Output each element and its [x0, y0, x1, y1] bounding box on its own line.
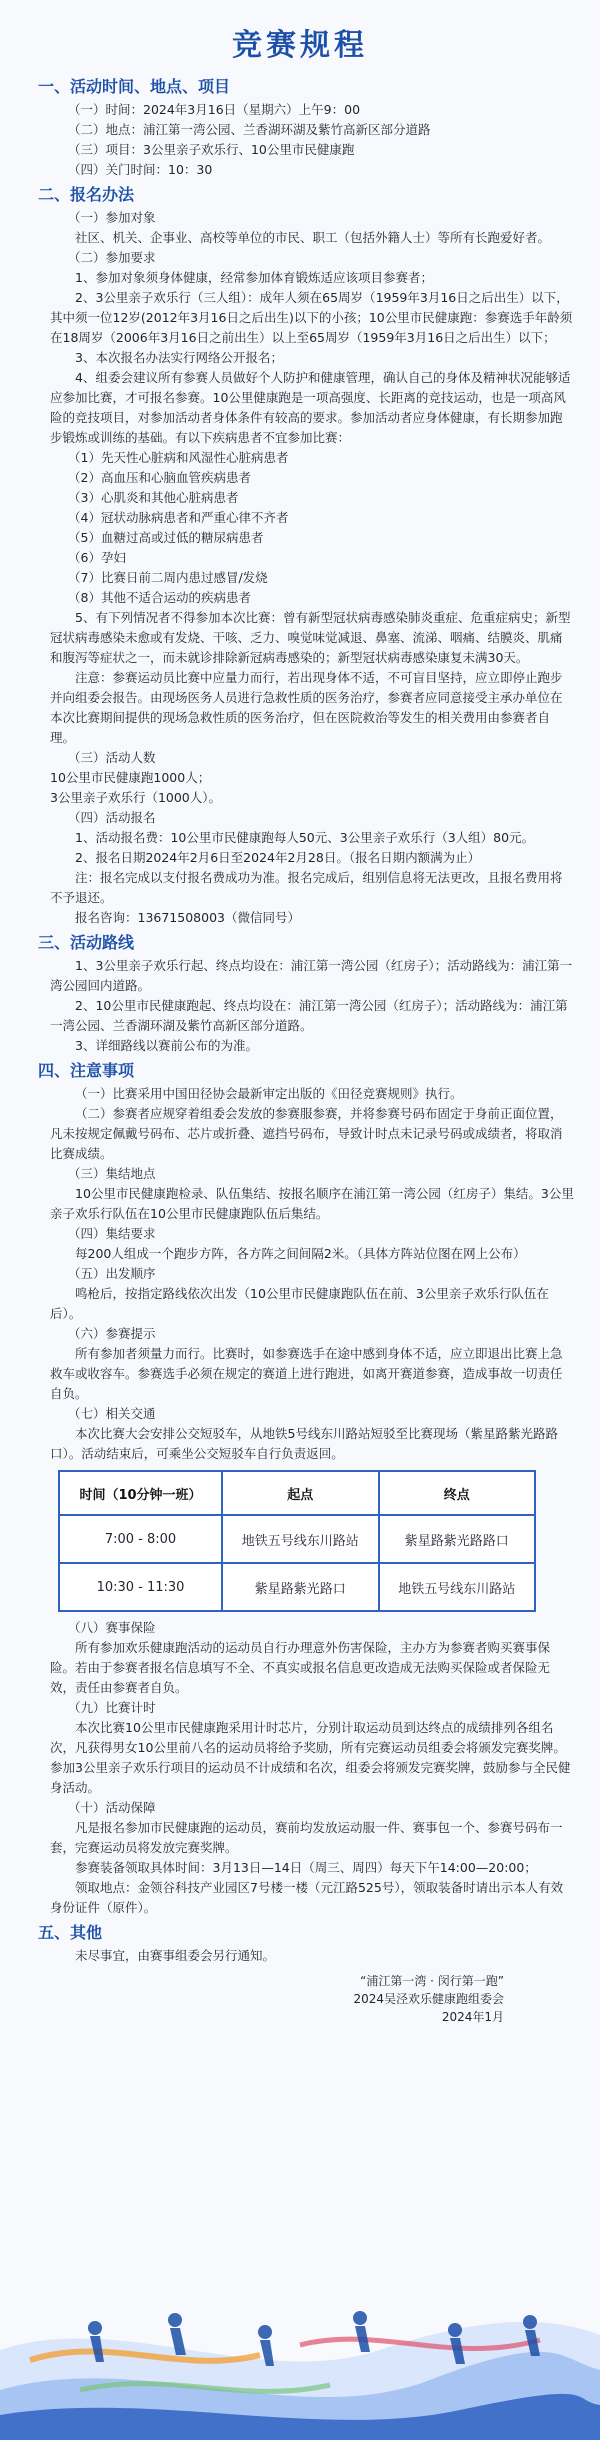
table-cell: 紫星路紫光路路口 — [379, 1515, 536, 1563]
table-row — [59, 1515, 535, 1563]
rule-paragraph: 5、有下列情况者不得参加本次比赛：曾有新型冠状病毒感染肺炎重症、危重症病史；新型冠状病毒感染未愈或有发烧、干咳、乏力、嗅觉味觉减退、鼻塞、流涕、咽痛、结膜炎、肌痛和腹泻等症状之一，而未就诊排除新冠病毒感染的；新型冠状病毒感染康复未满30天。 — [50, 610, 571, 665]
table-row — [59, 1563, 535, 1611]
rule-line: （一）时间：2024年3月16日（星期六）上午9：00 — [68, 102, 361, 117]
table-cell: 7:00 - 8:00 — [59, 1515, 222, 1563]
rule-paragraph: 所有参加者须量力而行。比赛时，如参赛选手在途中感到身体不适，应立即退出比赛上急救车或收容车。参赛选手必须在规定的赛道上进行跑进，如离开赛道参赛，造成事故一切责任自负。 — [50, 1346, 563, 1401]
rule-paragraph: （二）参赛者应规穿着组委会发放的参赛服参赛，并将参赛号码布固定于身前正面位置，凡未按规定佩戴号码布、芯片或折叠、遮挡号码布，导致计时点未记录号码或成绩者，将取消比赛成绩。 — [50, 1106, 563, 1161]
disease-item: （5）血糖过高或过低的糖尿病患者 — [68, 530, 264, 545]
section-time-place — [38, 76, 574, 180]
table-header-row — [59, 1471, 535, 1515]
disease-item: （4）冠状动脉病患者和严重心律不齐者 — [68, 510, 289, 525]
rule-paragraph: 2、报名日期2024年2月6日至2024年2月28日。（报名日期内额满为止） — [75, 850, 481, 865]
rule-paragraph: 4、组委会建议所有参赛人员做好个人防护和健康管理，确认自己的身体及精神状况能够适应参加比赛，才可报名参赛。10公里健康跑是一项高强度、长距离的竞技运动，也是一项高风险的竞技项目，对参加活动者身体条件有较高的要求。参加活动者应身体健康，有长期参加跑步锻炼或训练的基础。有以下疾病患者不宜参加比赛： — [50, 370, 571, 445]
rule-paragraph: 3、本次报名办法实行网络公开报名； — [75, 350, 283, 365]
rule-line: 10公里市民健康跑1000人； — [50, 770, 211, 785]
section-heading: 三、活动路线 — [38, 933, 135, 952]
disease-item: （8）其他不适合运动的疾病患者 — [68, 590, 251, 605]
rule-paragraph: 1、3公里亲子欢乐行起、终点均设在：浦江第一湾公园（红房子）；活动路线为：浦江第一湾公园回内道路。 — [50, 958, 573, 993]
rule-line: （一）参加对象 — [68, 210, 156, 225]
disease-item: （7）比赛日前二周内患过感冒/发烧 — [68, 570, 268, 585]
rule-paragraph: 参赛装备领取具体时间：3月13日—14日（周三、周四）每天下午14:00—20:00； — [75, 1860, 537, 1875]
rule-paragraph: （一）比赛采用中国田径协会最新审定出版的《田径竞赛规则》执行。 — [75, 1086, 463, 1101]
issue-date: 2024年1月 — [441, 2010, 504, 2024]
section-other — [38, 1922, 574, 1966]
rule-line: （七）相关交通 — [68, 1406, 156, 1421]
column-header-time: 时间（10分钟一班） — [59, 1471, 222, 1515]
rule-paragraph: 凡是报名参加市民健康跑的运动员，赛前均发放运动服一件、赛事包一个、参赛号码布一套，完赛运动员将发放完赛奖牌。 — [50, 1820, 563, 1855]
disease-item: （1）先天性心脏病和风湿性心脏病患者 — [68, 450, 289, 465]
rule-paragraph: 2、3公里亲子欢乐行（三人组）：成年人须在65周岁（1959年3月16日之后出生）以下，其中须一位12岁(2012年3月16日之后出生)以下的小孩；10公里市民健康跑：参赛选手年龄须在18周岁（2006年3月16日之前出生）以上至65周岁（1959年3月16日之后出生）以下； — [50, 290, 573, 345]
rule-paragraph: 注：报名完成以支付报名费成功为准。报名完成后，组别信息将无法更改，且报名费用将不予退还。 — [50, 870, 563, 905]
rule-paragraph: 注意：参赛运动员比赛中应量力而行，若出现身体不适，不可盲目坚持，应立即停止跑步并向组委会报告。由现场医务人员进行急救性质的医务治疗，参赛者应同意接受主承办单位在本次比赛期间提供的现场急救性质的医务治疗，但在医院救治等发生的相关费用由参赛者自理。 — [50, 670, 563, 745]
rule-paragraph: 鸣枪后，按指定路线依次出发（10公里市民健康跑队伍在前、3公里亲子欢乐行队伍在后）。 — [50, 1286, 549, 1321]
rule-paragraph: 每200人组成一个跑步方阵，各方阵之间间隔2米。（具体方阵站位图在网上公布） — [75, 1246, 526, 1261]
rule-line: （二）地点：浦江第一湾公园、兰香湖环湖及紫竹高新区部分道路 — [68, 122, 431, 137]
section-registration — [38, 184, 574, 928]
section-heading: 四、注意事项 — [38, 1061, 135, 1080]
table-cell: 紫星路紫光路口 — [222, 1563, 378, 1611]
rule-paragraph: 1、参加对象须身体健康，经常参加体育锻炼适应该项目参赛者； — [75, 270, 433, 285]
column-header-start: 起点 — [222, 1471, 378, 1515]
rule-line: （九）比赛计时 — [68, 1700, 156, 1715]
rule-paragraph: 未尽事宜，由赛事组委会另行通知。 — [75, 1948, 276, 1963]
rule-line: （三）活动人数 — [68, 750, 156, 765]
section-heading: 一、活动时间、地点、项目 — [38, 77, 231, 96]
rule-paragraph: 领取地点：金领谷科技产业园区7号楼一楼（元江路525号），领取装备时请出示本人有效身份证件（原件）。 — [50, 1880, 564, 1915]
rule-line: （十）活动保障 — [68, 1800, 156, 1815]
section-heading: 五、其他 — [38, 1923, 103, 1942]
rule-paragraph: 所有参加欢乐健康跑活动的运动员自行办理意外伤害保险，主办方为参赛者购买赛事保险。若由于参赛者报名信息填写不全、不真实或报名信息更改造成无法购买保险或者保险无效，责任由参赛者自负。 — [50, 1640, 551, 1695]
disease-item: （3）心肌炎和其他心脏病患者 — [68, 490, 239, 505]
rule-line: （五）出发顺序 — [68, 1266, 156, 1281]
rule-paragraph: 社区、机关、企事业、高校等单位的市民、职工（包括外籍人士）等所有长跑爱好者。 — [75, 230, 551, 245]
section-heading: 二、报名办法 — [38, 185, 135, 204]
rule-paragraph: 1、活动报名费：10公里市民健康跑每人50元、3公里亲子欢乐行（3人组）80元。 — [75, 830, 535, 845]
rule-line: （四）关门时间：10：30 — [68, 162, 213, 177]
contact-line: 报名咨询：13671508003（微信同号） — [75, 910, 300, 925]
rule-line: 3公里亲子欢乐行（1000人）。 — [50, 790, 222, 805]
rules-content — [0, 76, 600, 2026]
rule-paragraph: 3、详细路线以赛前公布的为准。 — [75, 1038, 258, 1053]
disease-item: （6）孕妇 — [68, 550, 126, 565]
organizer-signature — [50, 1972, 574, 2026]
rule-paragraph: 本次比赛大会安排公交短驳车，从地铁5号线东川路站短驳至比赛现场（紫星路紫光路路口）。活动结束后，可乘坐公交短驳车自行负责返回。 — [50, 1426, 558, 1461]
rule-paragraph: 2、10公里市民健康跑起、终点均设在：浦江第一湾公园（红房子）；活动路线为：浦江第一湾公园、兰香湖环湖及紫竹高新区部分道路。 — [50, 998, 568, 1033]
table-cell: 地铁五号线东川路站 — [222, 1515, 378, 1563]
rule-line: （四）活动报名 — [68, 810, 156, 825]
runners-illustration — [0, 2240, 600, 2440]
rule-line: （四）集结要求 — [68, 1226, 156, 1241]
rule-line: （二）参加要求 — [68, 250, 156, 265]
decorative-swooshes — [0, 2240, 600, 2440]
disease-item: （2）高血压和心脑血管疾病患者 — [68, 470, 251, 485]
rule-line: （六）参赛提示 — [68, 1326, 156, 1341]
table-cell: 10:30 - 11:30 — [59, 1563, 222, 1611]
shuttle-schedule-table — [58, 1470, 536, 1612]
rule-paragraph: 本次比赛10公里市民健康跑采用计时芯片，分别计取运动员到达终点的成绩排列各组名次，凡获得男女10公里前八名的运动员将给予奖励，所有完赛运动员组委会将颁发完赛奖牌。参加3公里亲子欢乐行项目的运动员不计成绩和名次，组委会将颁发完赛奖牌，鼓励参与全民健身活动。 — [50, 1720, 571, 1795]
table-cell: 地铁五号线东川路站 — [379, 1563, 536, 1611]
rule-line: （八）赛事保险 — [68, 1620, 156, 1635]
organizer-name: 2024吴泾欢乐健康跑组委会 — [353, 1992, 504, 2006]
rule-line: （三）项目：3公里亲子欢乐行、10公里市民健康跑 — [68, 142, 355, 157]
page-title: 竞赛规程 — [232, 28, 368, 63]
section-route — [38, 932, 574, 1056]
column-header-end: 终点 — [379, 1471, 536, 1515]
rule-paragraph: 10公里市民健康跑检录、队伍集结、按报名顺序在浦江第一湾公园（红房子）集结。3公里亲子欢乐行队伍在10公里市民健康跑队伍后集结。 — [50, 1186, 574, 1221]
slogan: “浦江第一湾 · 闵行第一跑” — [360, 1974, 504, 1988]
rule-line: （三）集结地点 — [68, 1166, 156, 1181]
section-notes — [38, 1060, 574, 1918]
